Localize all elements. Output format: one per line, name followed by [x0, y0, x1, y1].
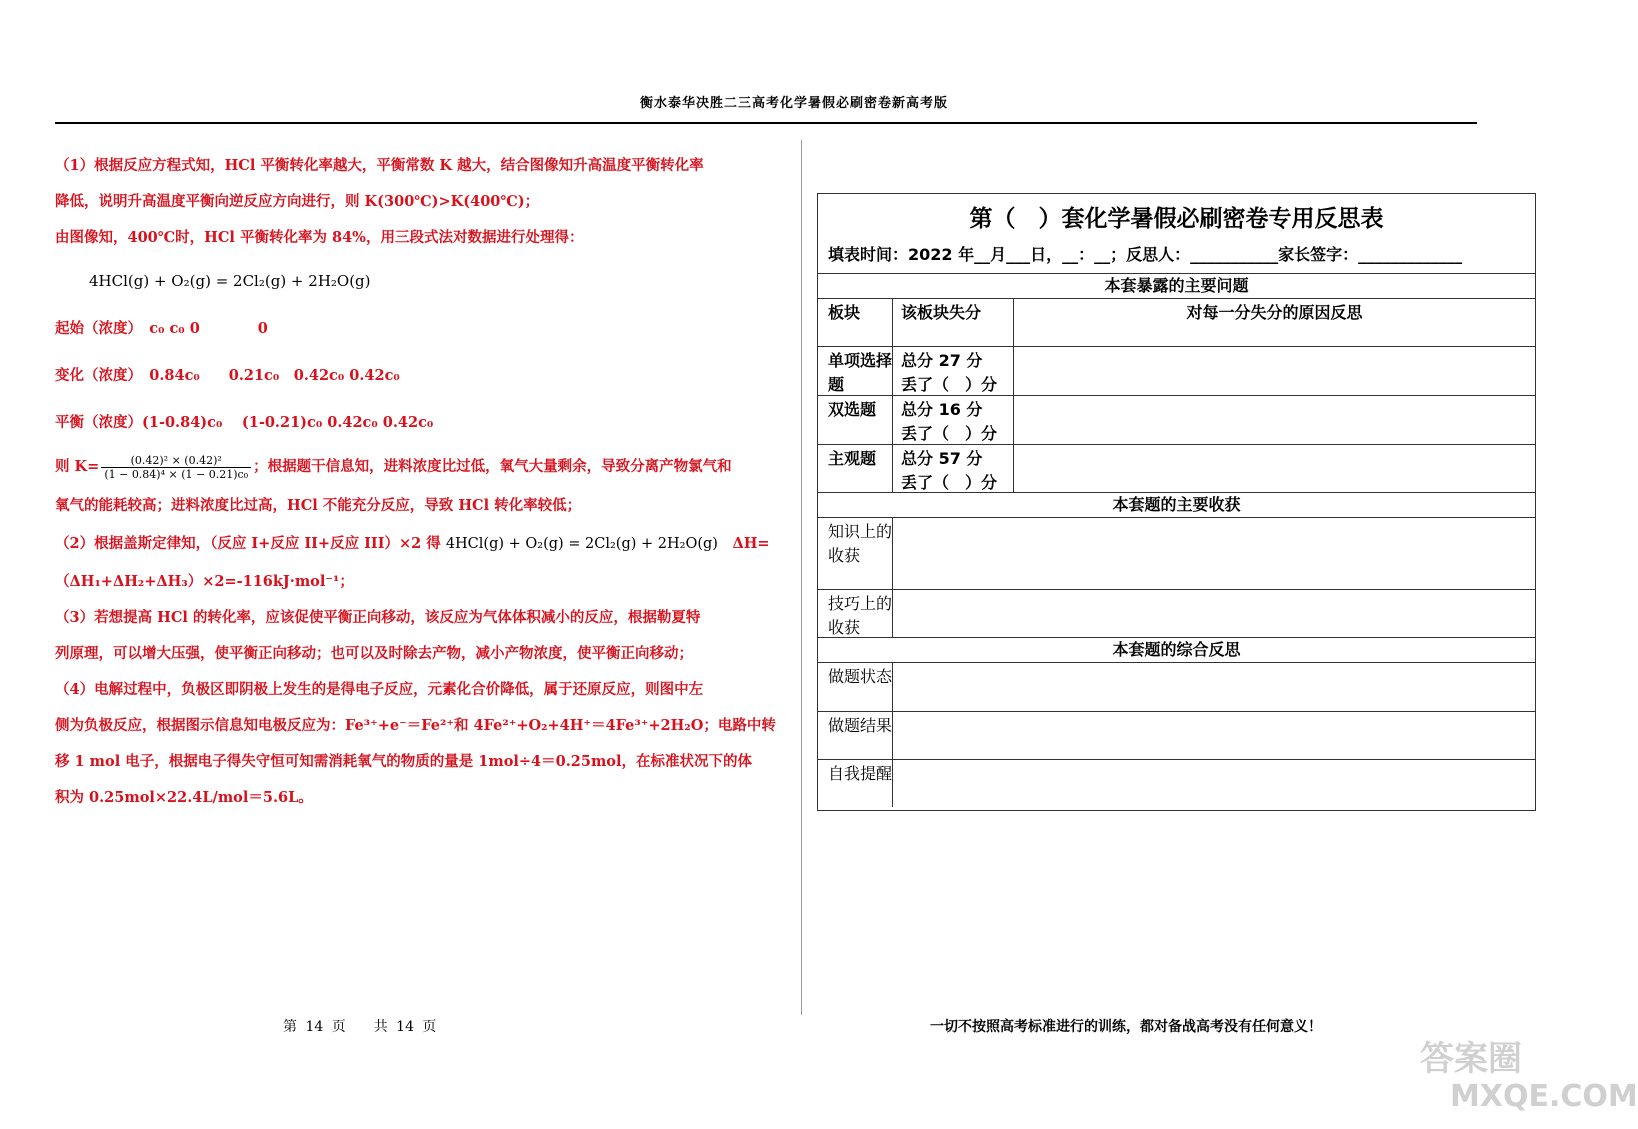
state-label: 做题状态	[818, 663, 893, 711]
hess-prefix: （2）根据盖斯定律知，（反应 I+反应 II+反应 III）×2 得	[55, 535, 446, 552]
table-row	[818, 445, 1535, 493]
reflection-title: 第（ ）套化学暑假必刷密卷专用反思表	[969, 206, 1384, 232]
answer-line: 积为 0.25mol×22.4L/mol＝5.6L。	[55, 789, 313, 806]
state-cell[interactable]	[893, 663, 1535, 711]
answer-explanation	[55, 148, 785, 816]
gain-knowledge-label: 知识上的收获	[818, 518, 893, 589]
section-problems: 本套暴露的主要问题	[818, 274, 1535, 299]
answer-line: （4）电解过程中，负极区即阴极上发生的是得电子反应，元素化合价降低，属于还原反应，则图中左	[55, 681, 704, 698]
gain-skill-cell[interactable]	[893, 590, 1535, 637]
col-reason-header: 对每一分失分的原因反思	[1186, 303, 1363, 322]
block-label: 单项选择题	[818, 347, 893, 395]
block-label: 双选题	[818, 396, 893, 444]
lost-score: 丢了（ ）分	[901, 375, 998, 394]
total-score: 总分 16 分	[901, 400, 983, 419]
block-label: 主观题	[818, 445, 893, 492]
watermark-text: 答案圈	[1420, 1039, 1522, 1079]
k-denominator: (1 − 0.84)⁴ × (1 − 0.21)c₀	[104, 467, 249, 481]
answer-line: 侧为负极反应，根据图示信息知电极反应为：Fe³⁺+e⁻＝Fe²⁺和 4Fe²⁺+O₂+4H⁺＝4Fe³⁺+2H₂O；电路中转	[55, 717, 776, 734]
header-rule	[55, 122, 1477, 124]
gain-knowledge-cell[interactable]	[893, 518, 1535, 589]
table-row	[818, 760, 1535, 807]
table-row	[818, 590, 1535, 638]
reaction-equation: 4HCl(g) + O₂(g) = 2Cl₂(g) + 2H₂O(g)	[89, 272, 371, 290]
total-score: 总分 57 分	[901, 449, 983, 468]
total-score: 总分 27 分	[901, 351, 983, 370]
score-cell	[893, 445, 1014, 492]
change-concentration: 变化（浓度） 0.84c₀ 0.21c₀ 0.42c₀ 0.42c₀	[55, 367, 400, 384]
table-row	[818, 663, 1535, 712]
hess-equation: 4HCl(g) + O₂(g) = 2Cl₂(g) + 2H₂O(g)	[445, 536, 718, 552]
k-suffix: ；根据题干信息知，进料浓度比过低，氧气大量剩余，导致分离产物氯气和	[253, 458, 732, 475]
table-row	[818, 396, 1535, 445]
document-header-title: 衡水泰华决胜二三高考化学暑假必刷密卷新高考版	[640, 96, 949, 111]
balance-concentration: 平衡（浓度）(1-0.84)c₀ (1-0.21)c₀ 0.42c₀ 0.42c₀	[55, 414, 434, 431]
score-cell	[893, 347, 1014, 395]
reason-cell[interactable]	[1014, 347, 1535, 395]
result-label: 做题结果	[818, 712, 893, 759]
score-cell	[893, 396, 1014, 444]
col-lost-header: 该板块失分	[893, 299, 1014, 346]
result-cell[interactable]	[893, 712, 1535, 759]
col-block-header: 板块	[818, 299, 893, 346]
answer-line: 氧气的能耗较高；进料浓度比过高，HCl 不能充分反应，导致 HCl 转化率较低；	[55, 497, 582, 514]
answer-line: 列原理，可以增大压强，使平衡正向移动；也可以及时除去产物，减小产物浓度，使平衡正向移动；	[55, 645, 693, 662]
footer-slogan: 一切不按照高考标准进行的训练，都对备战高考没有任何意义！	[930, 1019, 1322, 1035]
table-header-row	[818, 299, 1535, 347]
answer-line: 降低，说明升高温度平衡向逆反应方向进行，则 K(300℃)>K(400℃)；	[55, 193, 540, 210]
watermark-logo	[1420, 1040, 1638, 1116]
lost-score: 丢了（ ）分	[901, 424, 998, 443]
lost-score: 丢了（ ）分	[901, 473, 998, 492]
watermark-url: MXQE.COM	[1450, 1079, 1638, 1114]
hess-law-line	[55, 524, 785, 564]
reminder-cell[interactable]	[893, 760, 1535, 807]
answer-line: 由图像知，400℃时，HCl 平衡转化率为 84%，用三段式法对数据进行处理得：	[55, 229, 584, 246]
page-number: 第 14 页 共 14 页	[283, 1019, 437, 1035]
answer-line: （3）若想提高 HCl 的转化率，应该促使平衡正向移动，该反应为气体体积减小的反应，根据勒夏特	[55, 609, 701, 626]
hess-suffix: ΔH=	[717, 535, 770, 552]
fill-in-line[interactable]: 填表时间：2022 年__月___日，__：__；反思人：___________家长签字：_____________	[818, 240, 1535, 274]
table-row	[818, 712, 1535, 760]
k-fraction	[101, 454, 251, 481]
start-concentration: 起始（浓度） c₀ c₀ 0 0	[55, 320, 268, 337]
k-expression	[55, 446, 785, 488]
reflection-table	[817, 193, 1536, 811]
reminder-label: 自我提醒	[818, 760, 893, 807]
k-prefix: 则 K=	[55, 458, 100, 475]
section-overall: 本套题的综合反思	[818, 638, 1535, 663]
answer-line: （1）根据反应方程式知，HCl 平衡转化率越大，平衡常数 K 越大，结合图像知升高温度平衡转化率	[55, 157, 704, 174]
gain-skill-label: 技巧上的收获	[818, 590, 893, 637]
column-divider	[801, 140, 802, 1015]
table-row	[818, 518, 1535, 590]
answer-line: （ΔH₁+ΔH₂+ΔH₃）×2=-116kJ·mol⁻¹；	[55, 573, 354, 590]
section-gains: 本套题的主要收获	[818, 493, 1535, 518]
reason-cell[interactable]	[1014, 445, 1535, 492]
table-row	[818, 347, 1535, 396]
answer-line: 移 1 mol 电子，根据电子得失守恒可知需消耗氧气的物质的量是 1mol÷4＝0.25mol，在标准状况下的体	[55, 753, 752, 770]
k-numerator: (0.42)² × (0.42)²	[101, 454, 251, 468]
reason-cell[interactable]	[1014, 396, 1535, 444]
